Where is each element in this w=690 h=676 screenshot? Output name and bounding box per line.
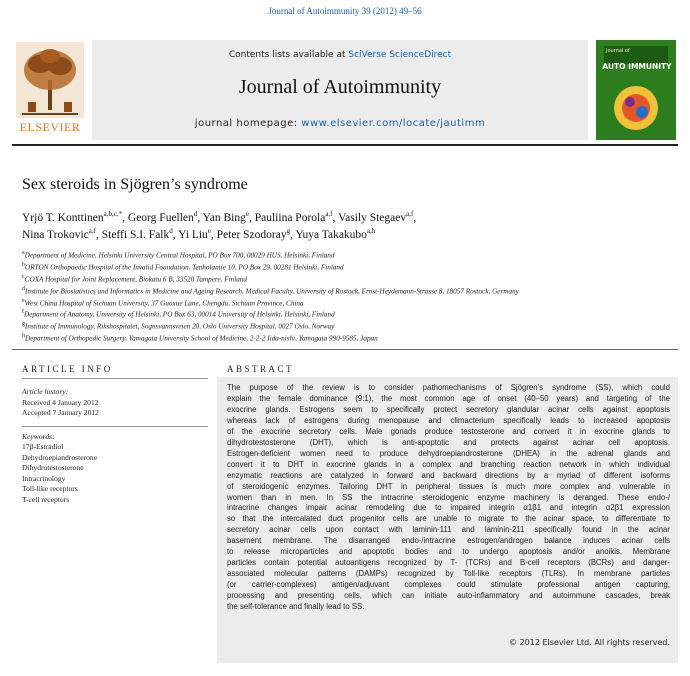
affiliation-item [22, 297, 519, 309]
authors-line-2: Nina Trokovic$^{a,f}$, Steffi S.I. Falk$^d$, Yi Liu$^e$, Peter Szodoray$^g$, Yuya Takakubo$^{a,h}$ [22, 227, 376, 241]
journal-title: Journal of Autoimmunity [238, 76, 442, 98]
affiliation-letter: e [22, 297, 25, 304]
header-divider [12, 144, 678, 146]
accepted-date: Accepted 7 January 2012 [22, 408, 99, 417]
affiliation-text: ORTON Orthopaedic Hospital of the Invalid Foundation, Tenholantie 10, PO Box 29, 00281 Helsinki, Finland [25, 263, 344, 272]
elsevier-tree-icon [14, 40, 86, 120]
journal-reference[interactable]: Journal of Autoimmunity 39 (2012) 49–56 [268, 6, 422, 16]
article-info-heading: ARTICLE INFO [22, 364, 113, 374]
affiliation-item [22, 273, 519, 285]
author-name[interactable]: Nina Trokovic [22, 228, 89, 241]
abstract-line: enzymatic reactions are catalyzed in forward and backward directions by a myriad of different isoforms [227, 470, 670, 480]
author-name[interactable]: Vasily Stegaev [338, 211, 407, 224]
author-affiliation-sup[interactable]: e [245, 210, 249, 218]
abstract-line: particles contain potential autoantigens recognized by T- (TCRs) and B-cell receptors (BCRs) and danger- [227, 558, 670, 568]
affiliation-letter: d [22, 285, 25, 292]
affiliation-text: Department of Medicine, Helsinki University Central Hospital, PO Box 700, 00029 HUS, Helsinki, Finland [24, 251, 335, 260]
affiliation-text: Institute of Immunology, Rikshospitalet, Sognsvannsveien 20, Oslo University Hospital, 0027 Oslo, Norway [25, 322, 335, 331]
affiliation-item [22, 332, 519, 344]
contents-available-line [92, 50, 588, 60]
copyright-notice: © 2012 Elsevier Ltd. All rights reserved. [509, 638, 670, 647]
abstract-line: Estrogen-deficient women need to produce dehydroepiandrosterone (DHEA) in the adrenal glands and [227, 448, 670, 458]
affiliation-item [22, 320, 519, 332]
keyword-item[interactable]: Toll-like receptors [22, 484, 78, 493]
keywords-list [22, 442, 208, 505]
keyword-item[interactable]: T-cell receptors [22, 494, 70, 504]
author-name[interactable]: Peter Szodoray [216, 228, 287, 241]
journal-homepage-line [92, 118, 588, 129]
author-name[interactable]: Yan Bing [202, 211, 246, 224]
article-info-block [22, 387, 208, 505]
author-affiliation-sup[interactable]: a,b,c, [103, 210, 119, 218]
article-title: Sex steroids in Sjögren’s syndrome [22, 176, 248, 193]
affiliation-letter: f [22, 309, 24, 316]
history-label: Article history: [22, 387, 69, 396]
abstract-line: exocrine glands. Estrogens seem to specifically protect secretory glandular acinar cells against apoptosis [227, 404, 670, 414]
affiliation-letter: g [22, 321, 25, 328]
abstract-line: associated molecular patterns (DAMPs) recognized by Toll-like receptors (TLRs). In membrane particles [227, 569, 670, 579]
abstract-line: so that the intercalated duct progenitor cells are unable to migrate to the acinar space, to differentiate to [227, 514, 670, 524]
author-name[interactable]: Yuya Takakubo [295, 228, 367, 241]
abstract-text [227, 383, 670, 613]
abstract-line: (or carrier-complexes) antigen/adjuvant complexes could stimulate professional antigen capturing, [227, 580, 670, 590]
abstract-line: convert it to DHT in exocrine glands in a complex and branching reaction network in which individual [227, 459, 670, 469]
author-name[interactable]: Georg Fuellen [127, 211, 194, 224]
author-affiliation-sup[interactable]: a,h [366, 227, 376, 235]
abstract-line: basement membrane. The disarranged endo-/intracrine estrogen/androgen balance induces acinar cells [227, 536, 670, 546]
cover-line2: AUTO IMMUNITY [602, 62, 672, 71]
authors-line-1: Yrjö T. Konttinen$^{a,b,c,*}$, Georg Fuellen$^d$, Yan Bing$^e$, Pauliina Porola$^{a,f}$, Vasily Stegaev$^{a,f}$, [22, 210, 417, 224]
abstract-line: of the exocrine secretory cells. Male gonads produce testosterone and convert it in exocrine glands to [227, 426, 670, 436]
author-affiliation-sup[interactable]: a,f [325, 210, 333, 218]
abstract-line: the self-tolerance and finally lead to SS. [227, 602, 365, 612]
keyword-item[interactable]: 17β-Estradiol [22, 442, 64, 451]
abstract-line: whereas lack of estrogens during menopause and climacterium specifically leads to increased apoptosis [227, 415, 670, 425]
author-affiliation-sup[interactable]: d [169, 227, 173, 235]
cover-line1: Journal of [606, 48, 630, 54]
affiliation-item [22, 285, 519, 297]
abstract-line: intracrine changes impair acinar remodeling due to impaired integrin α1β1 and integrin α2β1 expression [227, 503, 670, 513]
sciverse-link[interactable]: SciVerse ScienceDirect [348, 50, 452, 60]
affiliation-text: Institute for Biostatistics and Informatics in Medicine and Ageing Research, Medical Faculty, University of Rostock, Ernst-Heydemann-Strasse 8, 18057 Rostock, Germany [25, 287, 519, 296]
abstract-heading: ABSTRACT [227, 364, 295, 374]
author-name[interactable]: Pauliina Porola [254, 211, 326, 224]
affiliation-letter: a [22, 250, 25, 256]
keywords-rule [22, 426, 208, 427]
affiliation-letter: h [22, 333, 25, 340]
keyword-item[interactable]: Dehydroepiandrosterone [22, 452, 98, 462]
cover-artwork-icon [608, 80, 664, 136]
abstract-line: explain the female dominance (9:1), the most common age of onset (40–50 years) and targeting of the [227, 393, 670, 403]
homepage-link[interactable]: www.elsevier.com/locate/jautimm [301, 118, 486, 129]
affiliations-divider [12, 349, 678, 350]
abstract-line: women than in men. In SS the intracrine steroidogenic enzyme machinery is deranged. These endo-/ [227, 492, 670, 502]
abstract-line: processing and presenting cells, which can initiate auto-inflammatory and autoimmune cascades, break [227, 591, 670, 601]
affiliation-text: Department of Anatomy, University of Helsinki, PO Box 63, 00014 University of Helsinki, Helsinki, Finland [24, 310, 335, 319]
affiliation-text: West China Hospital of Sichuan University, 37 Guoxue Lane, Chengdu, Sichuan Province, China [24, 298, 304, 307]
journal-cover-thumbnail[interactable] [596, 40, 676, 140]
affiliation-text: Department of Orthopedic Surgery, Yamagata University School of Medicine, 2-2-2 Iida-nishi, Yamagata 990-9585, Japan [25, 334, 378, 343]
abstract-line: to release microparticles and apoptotic bodies and to undergo apoptosis and/or anoikis. Membrane [227, 547, 670, 557]
affiliation-item [22, 261, 519, 273]
abstract-line: dihydrotestosterone (DHT), which is anti-apoptotic and protects against acinar cell apoptosis. [227, 437, 670, 447]
affiliation-text: COXA Hospital for Joint Replacement, Biokatu 6 B, 33520 Tampere, Finland [24, 275, 247, 284]
author-affiliation-sup[interactable]: e [207, 227, 211, 235]
corresponding-author-mark[interactable]: * [118, 210, 123, 218]
abstract-line: of steroidogenic enzymes. Tailoring DHT in peripheral tissues is much more complex and vulnerable in [227, 481, 670, 491]
homepage-prefix: journal homepage: [194, 118, 302, 129]
author-affiliation-sup[interactable]: d [193, 210, 198, 218]
affiliation-letter: b [22, 261, 25, 268]
contents-prefix: Contents lists available at [228, 50, 349, 60]
author-affiliation-sup[interactable]: g [286, 227, 291, 235]
elsevier-wordmark[interactable]: ELSEVIER [19, 120, 81, 134]
affiliation-item [22, 308, 519, 320]
author-name[interactable]: Yi Liu [178, 228, 208, 241]
abstract-line: secretory acinar cells upon contact with laminin-111 and laminin-211 specifically found in the acinar [227, 525, 670, 535]
author-name[interactable]: Steffi S.I. Falk [101, 228, 170, 241]
keyword-item[interactable]: Dihydrotestosterone [22, 463, 84, 472]
keywords-label: Keywords: [22, 431, 55, 441]
keyword-item[interactable]: Intracrinology [22, 473, 66, 483]
article-info-rule [22, 378, 208, 379]
author-affiliation-sup[interactable]: a,f [88, 227, 96, 235]
received-date: Received 4 January 2012 [22, 397, 99, 407]
author-name[interactable]: Yrjö T. Konttinen [22, 211, 104, 224]
author-affiliation-sup[interactable]: a,f [406, 210, 414, 218]
affiliations-list [22, 249, 519, 344]
affiliation-letter: c [22, 273, 25, 280]
abstract-line: The purpose of the review is to consider pathomechanisms of Sjögren’s syndrome (SS), which could [227, 383, 670, 392]
affiliation-item [22, 249, 519, 261]
